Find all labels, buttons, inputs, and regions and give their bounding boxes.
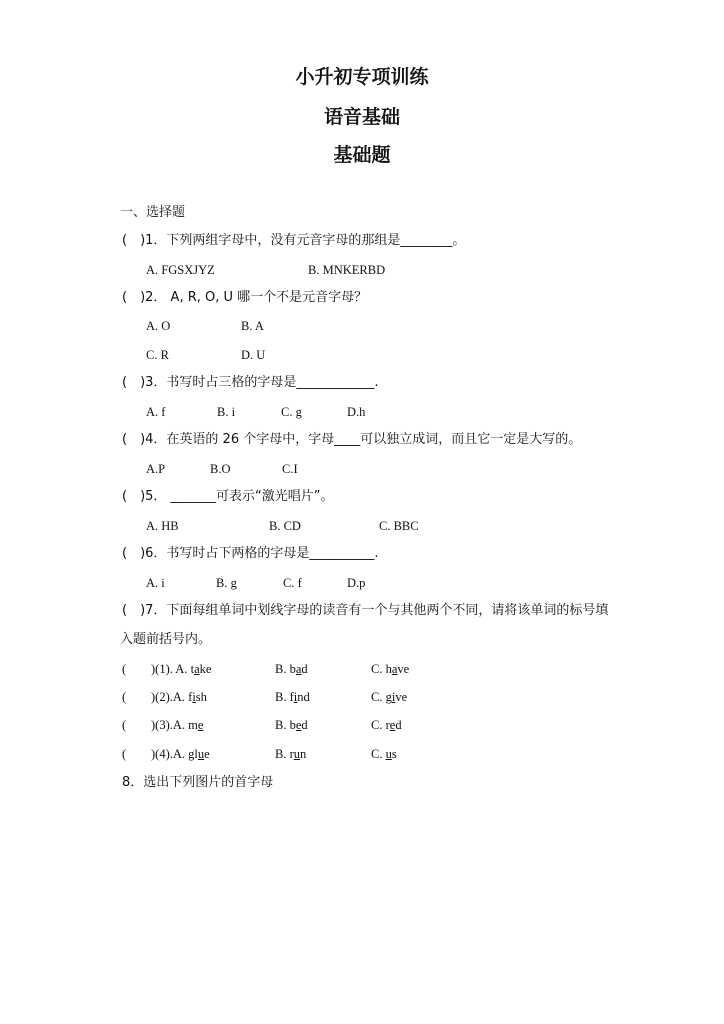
q2-option-a: A. O [146, 319, 171, 333]
q7-1-option-c: C. have [371, 662, 410, 676]
section-heading: 一、选择题 [120, 205, 186, 220]
q7-2-option-b: B. find [275, 690, 310, 704]
q2-option-d: D. U [241, 348, 266, 362]
q4-option-c: C.I [282, 462, 298, 476]
question-5: ( )5． _______可表示“激光唱片”。 [122, 489, 334, 504]
page-title: 小升初专项训练 [295, 66, 429, 88]
q2-option-c: C. R [146, 348, 169, 362]
q6-option-b: B. g [216, 576, 237, 590]
q1-option-b: B. MNKERBD [308, 263, 386, 277]
question-7-cont: 入题前括号内。 [120, 632, 212, 647]
answer-paren: ( [122, 690, 127, 704]
q3-option-b: B. i [217, 405, 236, 419]
q6-option-c: C. f [283, 576, 302, 590]
question-1: ( )1．下列两组字母中，没有元音字母的那组是________。 [122, 233, 466, 248]
question-6: ( )6．书写时占下两格的字母是__________. [122, 546, 379, 561]
q7-2-option-a: )(2).A. fish [151, 690, 207, 704]
q7-3-option-b: B. bed [275, 718, 308, 732]
q7-3-option-a: )(3).A. me [151, 718, 204, 732]
q3-option-a: A. f [146, 405, 166, 419]
question-2: ( )2． A, R, O, U 哪一个不是元音字母？ [122, 290, 368, 305]
q7-2-option-c: C. give [371, 690, 408, 704]
page-subtitle: 语音基础 [323, 106, 400, 128]
answer-paren: ( [122, 662, 127, 676]
question-4: ( )4．在英语的 26 个字母中，字母____可以独立成词，而且它一定是大写的。 [122, 432, 582, 447]
q4-option-b: B.O [210, 462, 231, 476]
q5-option-a: A. HB [146, 519, 179, 533]
answer-paren: ( [122, 747, 127, 761]
q7-4-option-b: B. run [275, 747, 307, 761]
q6-option-d: D.p [347, 576, 366, 590]
q7-1-option-b: B. bad [275, 662, 308, 676]
q2-option-b: B. A [241, 319, 264, 333]
q7-1-option-a: )(1). A. take [151, 662, 212, 676]
q3-option-c: C. g [281, 405, 302, 419]
question-7: ( )7．下面每组单词中划线字母的读音有一个与其他两个不同，请将该单词的标号填 [122, 603, 609, 618]
q7-4-option-c: C. us [371, 747, 397, 761]
q5-option-c: C. BBC [379, 519, 419, 533]
question-3: ( )3．书写时占三格的字母是____________. [122, 375, 379, 390]
q6-option-a: A. i [146, 576, 165, 590]
q7-4-option-a: )(4).A. glue [151, 747, 210, 761]
q1-option-a: A. FGSXJYZ [146, 263, 215, 277]
q3-option-d: D.h [347, 405, 366, 419]
question-8: 8．选出下列图片的首字母 [122, 775, 274, 790]
q7-3-option-c: C. red [371, 718, 402, 732]
page-subtitle-2: 基础题 [333, 144, 391, 166]
answer-paren: ( [122, 718, 127, 732]
q4-option-a: A.P [146, 462, 166, 476]
q5-option-b: B. CD [269, 519, 301, 533]
